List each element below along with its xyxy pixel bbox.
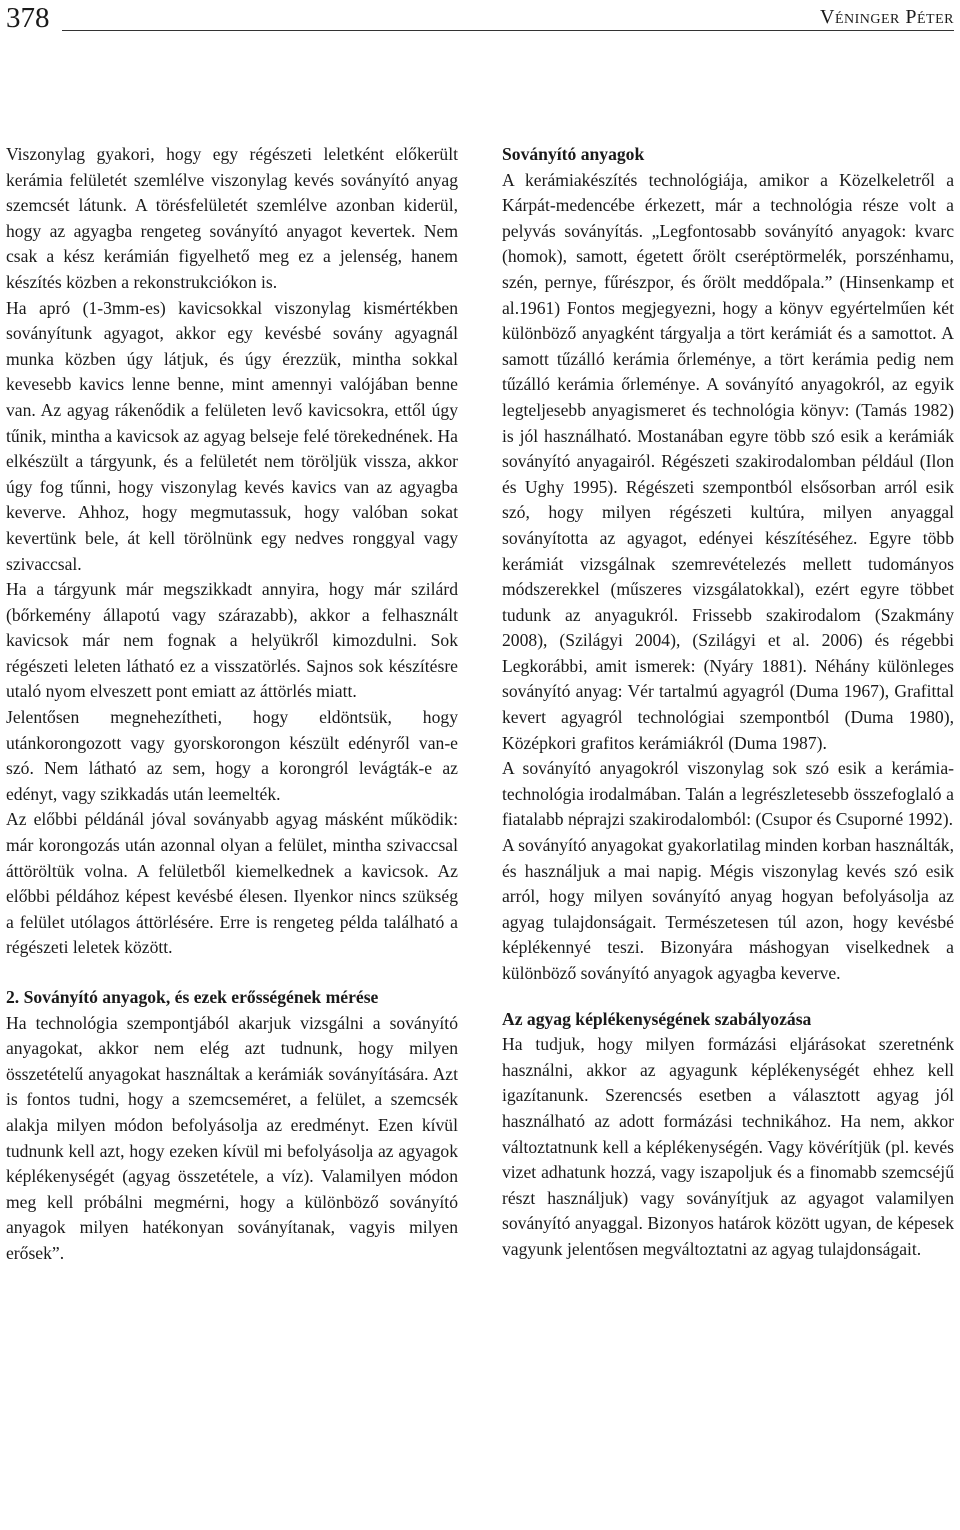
paragraph: Ha a tárgyunk már megszikkadt annyira, hogy már szilárd (bőrkemény állapotú vagy szárazabb), akkor a felhasznált kavicsok már nem fognak a helyükről kimozdulni. Sok régészeti leleten látható ez a visszatörlés. Sajnos sok készítésre utaló nyom elveszett pont emiatt az áttörlés miatt. xyxy=(6,579,458,702)
running-head-author: Véninger Péter xyxy=(820,6,954,28)
right-column xyxy=(502,142,954,1263)
paragraph: Viszonylag gyakori, hogy egy régészeti leletként előkerült kerámia felületét szemlélve viszonylag kevés soványító anyag szemcsét látunk. A törésfelületét szemlélve azonban kiderül, hogy az agyagba rengeteg soványító anyagot kevertek. Nem csak a kész kerámián figyelhető meg ez a jelenség, hanem készítés közben a rekonstrukciókon is. xyxy=(6,144,458,292)
paragraph: Az előbbi példánál jóval soványabb agyag másként működik: már korongozás után azonnal olyan a felület, mintha szivaccsal áttöröltük volna. A felületből kiemelkednek a kavicsok. Az előbbi példához képest kevésbé élesen. Ilyenkor nincs szükség a felület utólagos áttörlésére. Erre is rengeteg példa található a régészeti leletek között. xyxy=(6,809,458,958)
paragraph: A kerámiakészítés technológiája, amikor a Közelkeletről a Kárpát-medencébe érkezett, már a technológia része volt a pelyvás soványítás. „Legfontosabb soványító anyagok: kvarc (homok), samott, égetett őrölt cseréptörmelék, porszénhamu, szén, pernye, fűrészpor, és őrölt meddőpala.” (Hinsenkamp et al.1961) Fontos megjegyezni, hogy a könyv egyértelműen két különböző anyagként tárgyalja a tört kerámiát és a samottot. A samott tűzálló kerámia őrleménye, a tört kerámia pedig nem tűzálló kerámia őrleménye. A soványító anyagokról, az egyik legteljesebb anyagismeret és technológia könyv: (Tamás 1982) is jól használható. Mostanában egyre több szó esik a kerámiák soványító anyagairól. Régészeti szakirodalomban például (Ilon és Ughy 1995). Régészeti szempontból elsősorban arról esik szó, hogy milyen régészeti kultúra, milyen anyaggal soványította az agyagot, edényei készítéséhez. Egyre több kerámiát vizsgálnak szemrevételezés mellett tudományos módszerekkel (műszeres vizsgálatokkal), ezért egyre többet tudunk az anyagukról. Frissebb szakirodalom (Szakmány 2008), (Szilágyi 2004), (Szilágyi et al. 2006) és régebbi Legkorábbi, amit ismerek: (Nyáry 1881). Néhány különleges soványító anyag: Vér tartalmú agyagról (Duma 1967), Grafittal kevert agyagról technológiai szempontból (Duma 1980), Középkori grafitos kerámiákról (Duma 1987). xyxy=(502,169,954,753)
section-heading-kepekenyseg: Az agyag képlékenységének szabályozása xyxy=(502,1008,812,1029)
section-heading-2: 2. Soványító anyagok, és ezek erősségének mérése xyxy=(6,987,379,1007)
section-heading-sovanyito: Soványító anyagok xyxy=(502,144,645,164)
header-rule xyxy=(62,30,954,31)
page-number: 378 xyxy=(6,2,50,34)
paragraph: Jelentősen megnehezítheti, hogy eldöntsük, hogy utánkorongozott vagy gyorskorongon készült edényről van-e szó. Nem látható az sem, hogy a korongról levágták-e az edényt, vagy szikkadás után leemelték. xyxy=(6,707,458,804)
paragraph: A soványító anyagokat gyakorlatilag minden korban használták, és használjuk a mai napig. Mégis viszonylag kevés szó esik arról, hogy milyen soványító anyag hogyan befolyásolja az agyag tulajdonságait. Természetesen túl azon, hogy kevésbé képlékennyé teszi. Bizonyára máshogyan viselkednek a különböző soványító anyagok agyagba keverve. xyxy=(502,835,954,983)
left-column xyxy=(6,142,458,1267)
paragraph: A soványító anyagokról viszonylag sok szó esik a kerámia-technológia irodalmában. Talán a legrészletesebb összefoglaló a fiatalabb néprajzi szakirodalomból: (Csupor és Csuporné 1992). xyxy=(502,758,954,830)
paragraph: Ha apró (1-3mm-es) kavicsokkal viszonylag kismértékben soványítunk agyagot, akkor egy kevésbé sovány agyagnál munka közben úgy látjuk, és úgy érezzük, mintha sokkal kevesebb kavics lenne benne, mint amennyi valójában benne van. Az agyag rákenődik a felületen levő kavicsokra, ettől úgy tűnik, mintha a kavicsok az agyag belseje felé törekednének. Ha elkészült a tárgyunk, és a felületét nem töröljük vissza, akkor úgy fog tűnni, hogy viszonylag kevés kavics van az agyagba keverve. Ahhoz, hogy megmutassuk, hogy valóban sokat kevertünk bele, át kell törölnünk egy nedves ronggyal vagy szivaccsal. xyxy=(6,297,458,574)
page-header xyxy=(0,0,960,40)
paragraph: Ha tudjuk, hogy milyen formázási eljárásokat szeretnénk használni, akkor az agyagunk képlékenységét ehhez kell igazítanunk. Szerencsés esetben a választott agyag jól használható az adott formázási technikához. Ha nem, akkor változtatnunk kell a képlékenységén. Vagy kövérítjük (pl. kevés vizet adhatunk hozzá, vagy iszapoljuk és a finomabb szemcséjű részt használjuk) vagy soványítjuk az agyagot valamilyen soványító anyaggal. Bizonyos határok között ugyan, de képesek vagyunk jelentősen megváltoztatni az agyag tulajdonságait. xyxy=(502,1034,954,1259)
paragraph: Ha technológia szempontjából akarjuk vizsgálni a soványító anyagokat, akkor nem elég azt tudnunk, hogy milyen összetételű anyagokat használtak a kerámiák soványítására. Azt is fontos tudni, hogy a szemcseméret, a felület, a szemcsék alakja milyen módon befolyásolja az eredményt. Ezen kívül tudnunk kell azt, hogy ezeken kívül mi befolyásolja az agyagok képlékenységét (agyag összetétele, a víz). Valamilyen módon meg kell próbálni megmérni, hogy a különböző soványító anyagok milyen hatékonyan soványítanak, vagyis milyen erősek”. xyxy=(6,1012,458,1263)
